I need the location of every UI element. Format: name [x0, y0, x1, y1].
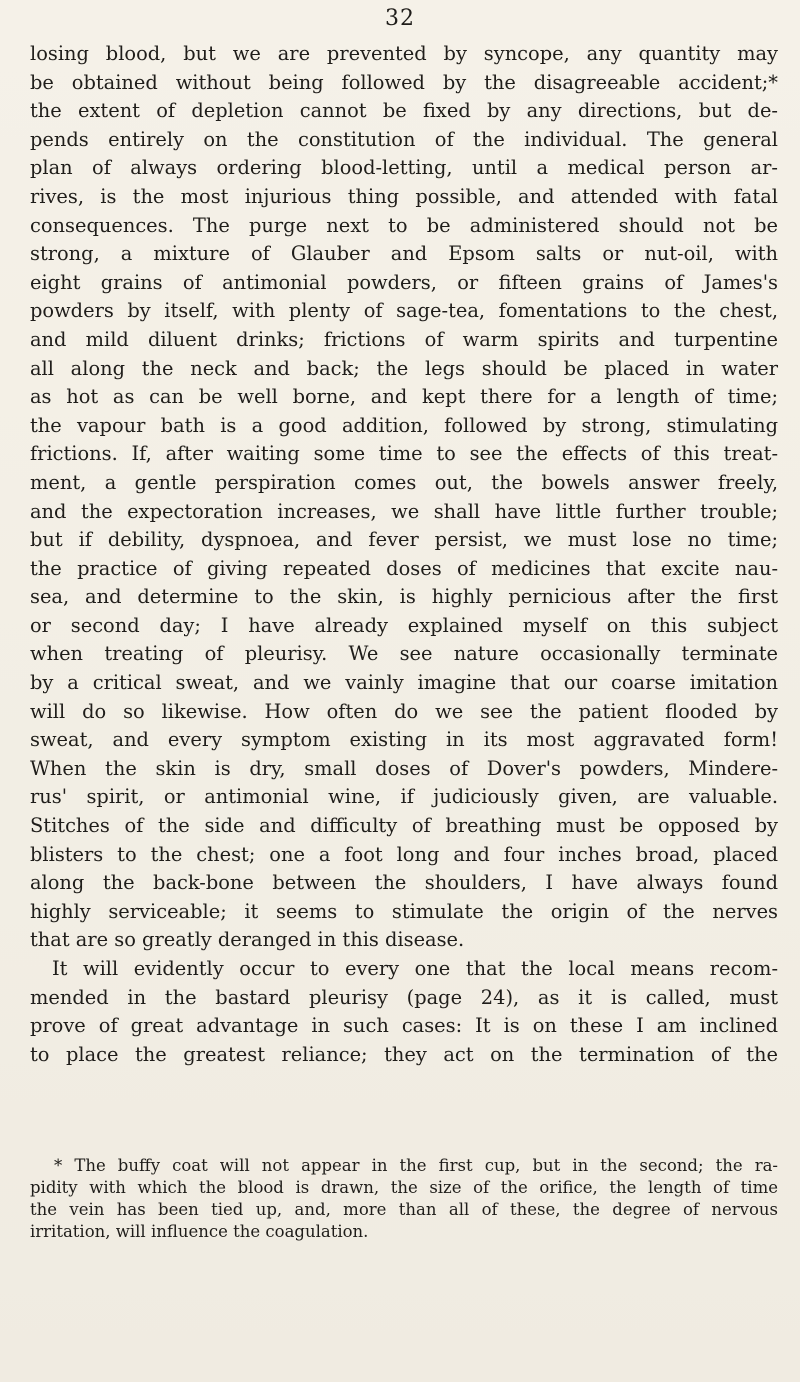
body-line: sea, and determine to the skin, is highly pernicious after the first [30, 585, 778, 609]
footnote-line: irritation, will influence the coagulation. [30, 1222, 369, 1241]
body-line: ment, a gentle perspiration comes out, the bowels answer freely, [30, 470, 778, 494]
body-line: highly serviceable; it seems to stimulate the origin of the nerves [30, 899, 778, 923]
body-line: plan of always ordering blood-letting, until a medical person ar- [30, 156, 778, 180]
footnote-line: pidity with which the blood is drawn, the size of the orifice, the length of time [30, 1178, 778, 1197]
body-line: the practice of giving repeated doses of medicines that excite nau- [30, 556, 778, 580]
page-number: 32 [385, 6, 415, 31]
body-line: by a critical sweat, and we vainly imagine that our coarse imitation [30, 671, 778, 695]
body-line: consequences. The purge next to be administered should not be [30, 213, 778, 237]
body-line: that are so greatly deranged in this disease. [30, 928, 465, 952]
body-line: powders by itself, with plenty of sage-tea, fomentations to the chest, [30, 299, 778, 323]
body-line: when treating of pleurisy. We see nature occasionally terminate [30, 642, 778, 666]
body-line: pends entirely on the constitution of the individual. The general [30, 127, 778, 151]
body-text [30, 40, 778, 1069]
footnote-line: the vein has been tied up, and, more than all of these, the degree of nervous [30, 1200, 778, 1219]
body-line: rus' spirit, or antimonial wine, if judiciously given, are valuable. [30, 785, 778, 809]
body-line: the extent of depletion cannot be fixed by any directions, but de- [30, 99, 778, 123]
body-line: It will evidently occur to every one that the local means recom- [52, 957, 778, 980]
body-line: the vapour bath is a good addition, followed by strong, stimulating [30, 413, 778, 437]
body-line: When the skin is dry, small doses of Dover's powders, Mindere- [30, 756, 778, 780]
body-line: along the back-bone between the shoulders, I have always found [30, 871, 778, 895]
body-line: mended in the bastard pleurisy (page 24), as it is called, must [30, 985, 778, 1009]
body-line: strong, a mixture of Glauber and Epsom salts or nut-oil, with [30, 242, 778, 266]
body-line: as hot as can be well borne, and kept there for a length of time; [30, 385, 778, 409]
footnote-line: * The buffy coat will not appear in the first cup, but in the second; the ra- [54, 1156, 778, 1175]
body-line: but if debility, dyspnoea, and fever persist, we must lose no time; [30, 528, 778, 552]
body-line: will do so likewise. How often do we see the patient flooded by [30, 699, 778, 723]
body-line: Stitches of the side and difficulty of breathing must be opposed by [30, 814, 778, 838]
body-line: sweat, and every symptom existing in its most aggravated form! [30, 728, 778, 752]
body-line: and mild diluent drinks; frictions of warm spirits and turpentine [30, 327, 778, 351]
body-line: all along the neck and back; the legs should be placed in water [30, 356, 778, 380]
body-line: or second day; I have already explained myself on this subject [30, 613, 778, 637]
footnote [30, 1155, 778, 1243]
body-line: losing blood, but we are prevented by syncope, any quantity may [30, 42, 778, 65]
body-line: and the expectoration increases, we shall have little further trouble; [30, 499, 778, 523]
body-line: frictions. If, after waiting some time to see the effects of this treat- [30, 442, 778, 466]
body-line: prove of great advantage in such cases: It is on these I am inclined [30, 1014, 778, 1038]
body-line: blisters to the chest; one a foot long and four inches broad, placed [30, 842, 778, 866]
body-line: rives, is the most injurious thing possible, and attended with fatal [30, 184, 778, 208]
body-line: eight grains of antimonial powders, or fifteen grains of James's [30, 270, 778, 294]
body-line: be obtained without being followed by the disagreeable accident;* [30, 70, 778, 94]
body-line: to place the greatest reliance; they act on the termination of the [30, 1042, 778, 1066]
